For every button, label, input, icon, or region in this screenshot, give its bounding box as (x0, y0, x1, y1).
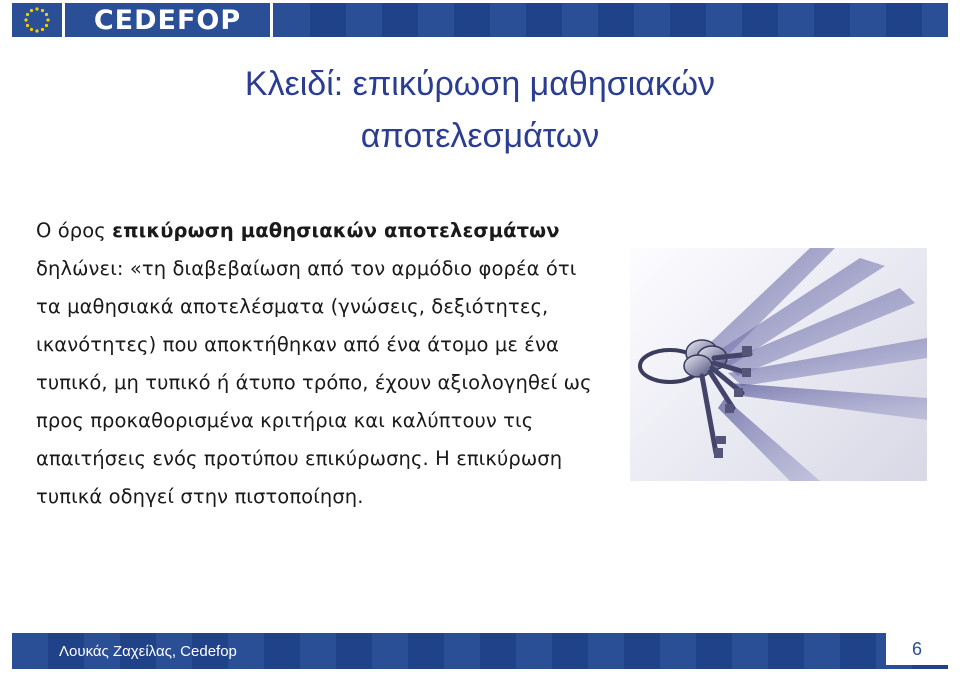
header-stripes (274, 3, 948, 37)
eu-flag-icon (12, 3, 62, 37)
cedefop-logo (65, 3, 270, 37)
footer-bar (12, 633, 948, 669)
body-prefix: Ο όρος (36, 219, 113, 242)
page-number (886, 633, 948, 665)
footer-author: Λουκάς Ζαχείλας, Cedefop (59, 643, 237, 660)
definition-paragraph (36, 212, 596, 516)
title-line-1: Κλειδί: επικύρωση μαθησιακών (244, 65, 716, 103)
body-bold-term: επικύρωση μαθησιακών αποτελεσμάτων (112, 219, 560, 242)
page-number-text: 6 (911, 638, 922, 659)
body-rest: δηλώνει: «τη διαβεβαίωση από τον αρμόδιο φορέα ότι τα μαθησιακά αποτελέσματα (γνώσεις, δεξιότητες, ικανότητες) που αποκτήθηκαν από ένα άτομο με ένα τυπικό, μη τυπικό ή άτυπο τρόπο, έχουν αξιολογηθεί ως προς προκαθορισμένα κριτήρια και καλύπτουν τις απαιτήσεις ενός προτύπου επικύρωσης. Η επικύρωση τυπικά οδηγεί στην πιστοποίηση. (36, 257, 592, 508)
slide-title (100, 58, 860, 162)
header-bar (12, 3, 948, 37)
logo-text: CEDEFOP (93, 4, 242, 36)
title-line-2: αποτελεσμάτων (360, 117, 600, 155)
keys-photo (630, 248, 927, 481)
header-separator (270, 3, 273, 37)
